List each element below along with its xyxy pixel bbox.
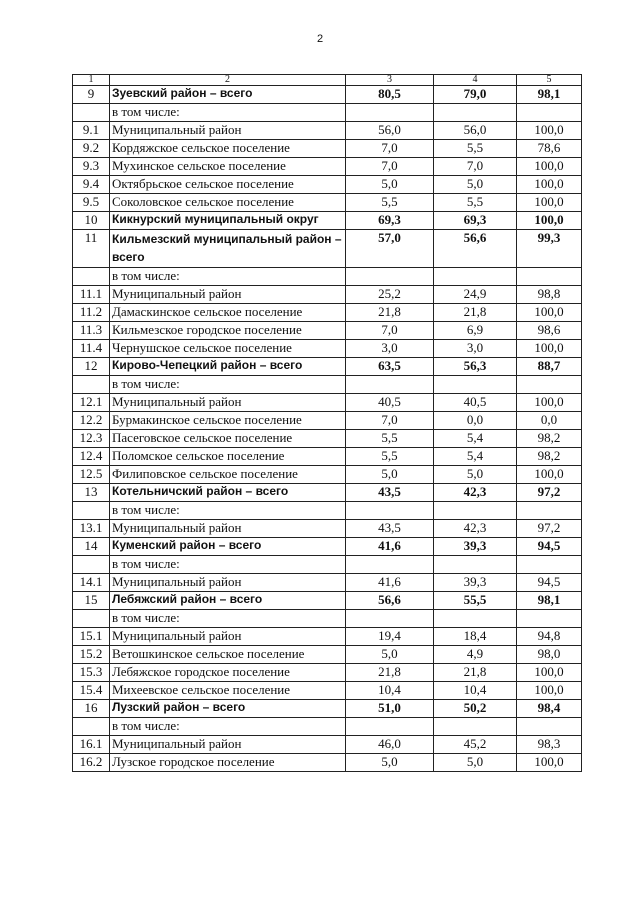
row-value-col5: 100,0 [517,158,582,176]
row-value-col5: 98,2 [517,448,582,466]
row-name-cell: Кильмезское городское поселение [110,322,346,340]
row-name-cell: Михеевское сельское поселение [110,682,346,700]
row-number-cell: 9.5 [73,194,110,212]
row-value-col4: 24,9 [434,286,517,304]
row-value-col5 [517,376,582,394]
table-row [73,230,582,268]
table-row [73,268,582,286]
row-value-col3: 5,0 [346,176,434,194]
table-row [73,484,582,502]
row-number-cell: 13 [73,484,110,502]
row-name-cell: Кирово-Чепецкий район – всего [110,358,346,376]
table-row [73,502,582,520]
row-value-col3: 3,0 [346,340,434,358]
row-name-cell: в том числе: [110,376,346,394]
row-name-cell: в том числе: [110,502,346,520]
row-name-cell: Кильмезский муниципальный район – всего [110,230,346,268]
row-value-col3 [346,376,434,394]
table-row [73,104,582,122]
row-value-col3: 51,0 [346,700,434,718]
row-name-cell: Муниципальный район [110,628,346,646]
row-number-cell: 9.2 [73,140,110,158]
page-number: 2 [316,33,324,45]
row-value-col4: 50,2 [434,700,517,718]
row-name-cell: в том числе: [110,104,346,122]
row-value-col4: 5,5 [434,140,517,158]
row-number-cell: 15.2 [73,646,110,664]
row-value-col3: 43,5 [346,484,434,502]
row-name-cell: Филиповское сельское поселение [110,466,346,484]
table-row [73,376,582,394]
row-number-cell: 14 [73,538,110,556]
row-number-cell [73,556,110,574]
table-row [73,122,582,140]
row-value-col5: 94,5 [517,574,582,592]
row-name-cell: Поломское сельское поселение [110,448,346,466]
header-cell-4: 4 [434,75,517,86]
row-value-col3: 5,0 [346,754,434,772]
row-value-col4 [434,610,517,628]
row-value-col4: 5,4 [434,430,517,448]
row-name-cell: Муниципальный район [110,574,346,592]
row-value-col5: 98,2 [517,430,582,448]
header-cell-3: 3 [346,75,434,86]
row-value-col5 [517,104,582,122]
table-row [73,322,582,340]
table-row [73,754,582,772]
table-row [73,718,582,736]
header-cell-5: 5 [517,75,582,86]
row-value-col5: 100,0 [517,340,582,358]
row-value-col5 [517,556,582,574]
row-value-col5: 98,0 [517,646,582,664]
row-value-col3: 21,8 [346,664,434,682]
row-number-cell: 12.3 [73,430,110,448]
row-number-cell: 9 [73,86,110,104]
row-name-cell: Лузский район – всего [110,700,346,718]
header-cell-2: 2 [110,75,346,86]
row-number-cell: 11.3 [73,322,110,340]
table-body [73,75,582,772]
row-name-cell: Пасеговское сельское поселение [110,430,346,448]
row-value-col4: 42,3 [434,520,517,538]
row-name-cell: Кикнурский муниципальный округ [110,212,346,230]
row-number-cell: 12 [73,358,110,376]
row-value-col3: 80,5 [346,86,434,104]
row-value-col5: 100,0 [517,682,582,700]
row-value-col4: 4,9 [434,646,517,664]
row-value-col4 [434,376,517,394]
row-number-cell [73,104,110,122]
row-number-cell: 15.4 [73,682,110,700]
row-value-col3: 7,0 [346,158,434,176]
row-number-cell [73,718,110,736]
row-value-col5: 97,2 [517,484,582,502]
row-value-col4: 7,0 [434,158,517,176]
row-value-col5: 0,0 [517,412,582,430]
row-number-cell: 15.1 [73,628,110,646]
row-value-col3: 25,2 [346,286,434,304]
row-value-col3: 46,0 [346,736,434,754]
row-number-cell: 11.4 [73,340,110,358]
row-number-cell: 11 [73,230,110,268]
row-name-cell: Соколовское сельское поселение [110,194,346,212]
row-value-col5 [517,502,582,520]
table-row [73,412,582,430]
row-value-col5: 98,4 [517,700,582,718]
row-value-col3: 5,0 [346,646,434,664]
row-number-cell: 9.4 [73,176,110,194]
row-name-cell: Ветошкинское сельское поселение [110,646,346,664]
row-value-col3 [346,104,434,122]
table-row [73,628,582,646]
row-value-col4: 5,5 [434,194,517,212]
table-row [73,574,582,592]
row-value-col3: 41,6 [346,574,434,592]
table-row [73,394,582,412]
row-number-cell: 12.1 [73,394,110,412]
row-value-col4: 5,4 [434,448,517,466]
row-name-cell: Котельничский район – всего [110,484,346,502]
row-value-col3 [346,502,434,520]
row-value-col4: 79,0 [434,86,517,104]
row-number-cell [73,376,110,394]
row-name-cell: Куменский район – всего [110,538,346,556]
row-value-col3 [346,610,434,628]
row-value-col5: 100,0 [517,466,582,484]
table-row [73,448,582,466]
row-value-col3: 5,5 [346,448,434,466]
table-row [73,158,582,176]
table-row [73,592,582,610]
row-name-cell: Зуевский район – всего [110,86,346,104]
row-number-cell: 12.2 [73,412,110,430]
table-row [73,736,582,754]
row-value-col4: 45,2 [434,736,517,754]
row-value-col4: 6,9 [434,322,517,340]
table-row [73,340,582,358]
row-value-col3: 7,0 [346,322,434,340]
row-value-col3: 56,0 [346,122,434,140]
row-name-cell: Муниципальный район [110,520,346,538]
table-row [73,304,582,322]
row-value-col5: 100,0 [517,212,582,230]
table-row [73,700,582,718]
row-name-cell: Дамаскинское сельское поселение [110,304,346,322]
row-number-cell: 12.4 [73,448,110,466]
row-number-cell: 11.2 [73,304,110,322]
table-row [73,194,582,212]
table-row [73,212,582,230]
row-name-cell: в том числе: [110,268,346,286]
table-row [73,430,582,448]
row-value-col5 [517,610,582,628]
row-value-col5 [517,268,582,286]
row-value-col5: 100,0 [517,194,582,212]
row-value-col3: 63,5 [346,358,434,376]
table-row [73,176,582,194]
row-name-cell: Лузское городское поселение [110,754,346,772]
row-value-col5: 100,0 [517,664,582,682]
row-value-col3: 5,0 [346,466,434,484]
row-name-cell: Мухинское сельское поселение [110,158,346,176]
table-row [73,466,582,484]
row-value-col5: 97,2 [517,520,582,538]
row-name-cell: в том числе: [110,610,346,628]
row-value-col4: 5,0 [434,176,517,194]
row-value-col5: 94,8 [517,628,582,646]
row-value-col5: 98,3 [517,736,582,754]
row-value-col3: 43,5 [346,520,434,538]
table-row [73,538,582,556]
row-value-col5: 100,0 [517,394,582,412]
row-number-cell: 16.2 [73,754,110,772]
row-value-col5: 98,1 [517,592,582,610]
table-row [73,140,582,158]
table-row [73,646,582,664]
row-value-col3: 69,3 [346,212,434,230]
row-value-col3: 56,6 [346,592,434,610]
table-row [73,286,582,304]
row-value-col4: 3,0 [434,340,517,358]
row-value-col4: 18,4 [434,628,517,646]
row-value-col4: 39,3 [434,538,517,556]
row-name-cell: Октябрьское сельское поселение [110,176,346,194]
row-number-cell: 11.1 [73,286,110,304]
row-number-cell [73,268,110,286]
row-value-col5: 94,5 [517,538,582,556]
row-value-col4: 69,3 [434,212,517,230]
row-name-cell: Лебяжский район – всего [110,592,346,610]
row-value-col5 [517,718,582,736]
row-value-col3: 40,5 [346,394,434,412]
row-name-cell: Кордяжское сельское поселение [110,140,346,158]
row-number-cell: 9.1 [73,122,110,140]
row-value-col5: 98,1 [517,86,582,104]
row-name-cell: Лебяжское городское поселение [110,664,346,682]
table-row [73,664,582,682]
row-value-col3: 57,0 [346,230,434,268]
row-value-col3: 7,0 [346,412,434,430]
row-number-cell: 16.1 [73,736,110,754]
row-name-cell: Муниципальный район [110,286,346,304]
row-value-col5: 78,6 [517,140,582,158]
row-number-cell [73,502,110,520]
row-value-col3 [346,268,434,286]
row-number-cell: 10 [73,212,110,230]
table-row [73,556,582,574]
row-value-col4 [434,104,517,122]
row-number-cell: 15 [73,592,110,610]
row-name-cell: Бурмакинское сельское поселение [110,412,346,430]
row-value-col5: 100,0 [517,122,582,140]
row-value-col3: 10,4 [346,682,434,700]
table-row [73,682,582,700]
row-value-col4 [434,556,517,574]
row-value-col4: 5,0 [434,754,517,772]
row-value-col4 [434,718,517,736]
row-number-cell [73,610,110,628]
row-value-col5: 100,0 [517,754,582,772]
table-row [73,610,582,628]
row-value-col4 [434,268,517,286]
row-value-col4: 21,8 [434,304,517,322]
report-table [72,74,582,772]
row-value-col3: 41,6 [346,538,434,556]
row-number-cell: 16 [73,700,110,718]
row-value-col4: 39,3 [434,574,517,592]
row-name-cell: в том числе: [110,718,346,736]
row-value-col5: 100,0 [517,304,582,322]
row-number-cell: 9.3 [73,158,110,176]
header-cell-1: 1 [73,75,110,86]
table-row [73,86,582,104]
row-value-col3: 19,4 [346,628,434,646]
row-value-col5: 98,6 [517,322,582,340]
table-row [73,358,582,376]
row-value-col4: 56,0 [434,122,517,140]
row-value-col4: 10,4 [434,682,517,700]
row-value-col4: 56,3 [434,358,517,376]
row-value-col4: 21,8 [434,664,517,682]
row-value-col4: 55,5 [434,592,517,610]
row-value-col3: 7,0 [346,140,434,158]
row-value-col4: 42,3 [434,484,517,502]
row-name-cell: в том числе: [110,556,346,574]
row-value-col5: 99,3 [517,230,582,268]
row-value-col3: 5,5 [346,194,434,212]
row-name-cell: Муниципальный район [110,122,346,140]
row-value-col4: 56,6 [434,230,517,268]
row-value-col4: 5,0 [434,466,517,484]
row-name-cell: Чернушское сельское поселение [110,340,346,358]
row-number-cell: 15.3 [73,664,110,682]
row-value-col5: 88,7 [517,358,582,376]
row-value-col3 [346,718,434,736]
table-row [73,520,582,538]
row-value-col4 [434,502,517,520]
row-value-col3 [346,556,434,574]
row-value-col4: 0,0 [434,412,517,430]
header-row [73,75,582,86]
row-value-col5: 100,0 [517,176,582,194]
row-name-cell: Муниципальный район [110,736,346,754]
row-number-cell: 14.1 [73,574,110,592]
row-number-cell: 12.5 [73,466,110,484]
row-value-col3: 21,8 [346,304,434,322]
row-name-cell: Муниципальный район [110,394,346,412]
row-value-col5: 98,8 [517,286,582,304]
row-value-col4: 40,5 [434,394,517,412]
row-number-cell: 13.1 [73,520,110,538]
row-value-col3: 5,5 [346,430,434,448]
